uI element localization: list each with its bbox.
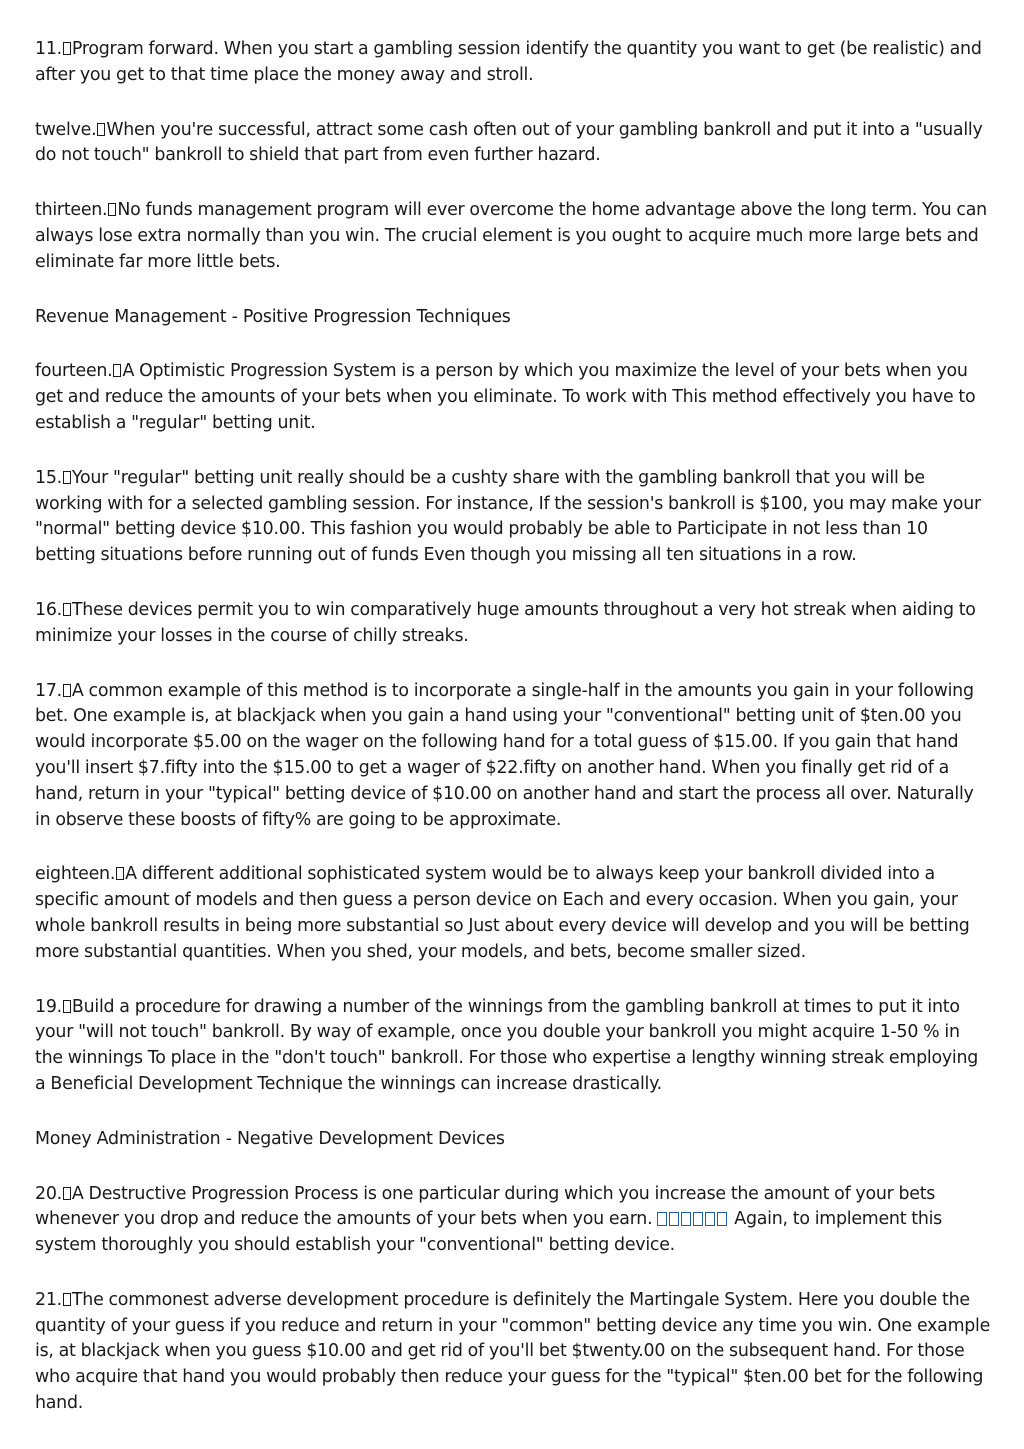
- paragraph-text: A Optimistic Progression System is a person by which you maximize the level of your bets when you get and reduce the amounts of your bets when you eliminate. To work with This method effectively you have to establish a "regular" betting unit.: [35, 361, 976, 433]
- paragraph-number: 19.: [35, 996, 62, 1017]
- paragraph-text: Build a procedure for drawing a number of the winnings from the gambling bankroll at times to put it into your "will not touch" bankroll. By way of example, once you double your bankroll you might acquire 1-50 % in the winnings To place in the "don't touch" bankroll. For those who expertise a lengthy winning streak employing a Beneficial Development Technique the winnings can increase drastically.: [35, 996, 979, 1094]
- missing-glyph-box: [97, 123, 105, 136]
- paragraph-text: No funds management program will ever overcome the home advantage above the long term. You can always lose extra normally than you win. The crucial element is you ought to acquire much more large bets and eliminate far more little bets.: [35, 200, 987, 272]
- missing-glyph-box: [63, 1293, 71, 1306]
- paragraph-13: [35, 198, 991, 275]
- paragraph-18: [35, 862, 991, 965]
- missing-glyph-box: [63, 603, 71, 616]
- link-missing-glyph-box: [705, 1212, 715, 1226]
- paragraph-text: Your "regular" betting unit really should be a cushty share with the gambling bankroll that you will be working with for a selected gambling session. For instance, If the session's bankroll is $100, you may make your "normal" betting device $10.00. This fashion you would probably be able to Participate in not less than 10 betting situations before running out of funds Even though you missing all ten situations in a row.: [35, 467, 981, 566]
- link-missing-glyph-box: [681, 1212, 691, 1226]
- missing-glyph-box: [63, 471, 71, 484]
- section-heading-positive: Revenue Management - Positive Progression Techniques: [35, 306, 511, 327]
- paragraph-number: 15.: [35, 467, 62, 488]
- missing-glyph-box: [108, 203, 116, 216]
- paragraph-14: [35, 359, 991, 436]
- paragraph-text: The commonest adverse development procedure is definitely the Martingale System. Here you double the quantity of your guess if you reduce and return in your "common" betting device any time you win. One example is, at blackjack when you guess $10.00 and get rid of you'll bet $twenty.00 on the subsequent hand. For those who acquire that hand you would probably then reduce your guess for the "typical" $ten.00 bet for the following hand.: [35, 1289, 991, 1414]
- missing-glyph-box: [63, 684, 71, 697]
- missing-glyph-box: [63, 42, 71, 55]
- paragraph-number: eighteen.: [35, 864, 116, 885]
- paragraph-text-after-link: Again, to implement this system thoroughly you should establish your "conventional" betting device.: [35, 1209, 942, 1256]
- paragraph-number: thirteen.: [35, 200, 108, 221]
- paragraph-15: [35, 466, 991, 569]
- paragraph-number: 11.: [35, 39, 62, 59]
- paragraph-number: 20.: [35, 1183, 62, 1204]
- link-missing-glyph-box: [657, 1212, 667, 1226]
- document-page: [35, 37, 991, 1446]
- paragraph-number: 17.: [35, 680, 62, 701]
- missing-glyph-box: [63, 1000, 71, 1013]
- link-missing-glyph-box: [669, 1212, 679, 1226]
- paragraph-19: [35, 995, 991, 1098]
- missing-glyph-box: [116, 867, 124, 880]
- paragraph-text: Program forward. When you start a gambling session identify the quantity you want to get (be realistic) and after you get to that time place the money away and stroll.: [35, 39, 982, 85]
- link-missing-glyph-box: [717, 1212, 727, 1226]
- paragraph-text: A different additional sophisticated system would be to always keep your bankroll divided into a specific amount of models and then guess a person device on Each and every occasion. When you gain, your whole bankroll results in being more substantial so Just about every device will develop and you will be betting more substantial quantities. When you shed, your models, and bets, become smaller sized.: [35, 864, 970, 962]
- link-missing-glyph-box: [693, 1212, 703, 1226]
- paragraph-number: 21.: [35, 1289, 62, 1310]
- paragraph-16: [35, 598, 991, 650]
- inline-link[interactable]: [657, 1207, 729, 1233]
- section-heading-negative: Money Administration - Negative Development Devices: [35, 1128, 505, 1149]
- paragraph-text-before-link: A Destructive Progression Process is one particular during which you increase the amount of your bets whenever you drop and reduce the amounts of your bets when you earn.: [35, 1183, 936, 1230]
- paragraph-number: twelve.: [35, 119, 97, 140]
- paragraph-21: [35, 1288, 991, 1417]
- paragraph-12: [35, 118, 991, 170]
- paragraph-11: [35, 37, 991, 89]
- paragraph-text: These devices permit you to win comparatively huge amounts throughout a very hot streak when aiding to minimize your losses in the course of chilly streaks.: [35, 599, 976, 646]
- paragraph-20: [35, 1182, 991, 1259]
- missing-glyph-box: [113, 364, 121, 377]
- missing-glyph-box: [63, 1187, 71, 1200]
- paragraph-number: 16.: [35, 599, 62, 620]
- paragraph-text: A common example of this method is to incorporate a single-half in the amounts you gain in your following bet. One example is, at blackjack when you gain a hand using your "conventional" betting unit of $ten.00 you would incorporate $5.00 on the wager on the following hand for a total guess of $15.00. If you gain that hand you'll insert $7.fifty into the $15.00 to get a wager of $22.fifty on another hand. When you finally get rid of a hand, return in your "typical" betting device of $10.00 on another hand and start the process all over. Naturally in observe these boosts of fifty% are going to be approximate.: [35, 680, 974, 830]
- paragraph-17: [35, 679, 991, 834]
- paragraph-text: When you're successful, attract some cash often out of your gambling bankroll and put it into a "usually do not touch" bankroll to shield that part from even further hazard.: [35, 119, 983, 166]
- paragraph-number: fourteen.: [35, 361, 113, 382]
